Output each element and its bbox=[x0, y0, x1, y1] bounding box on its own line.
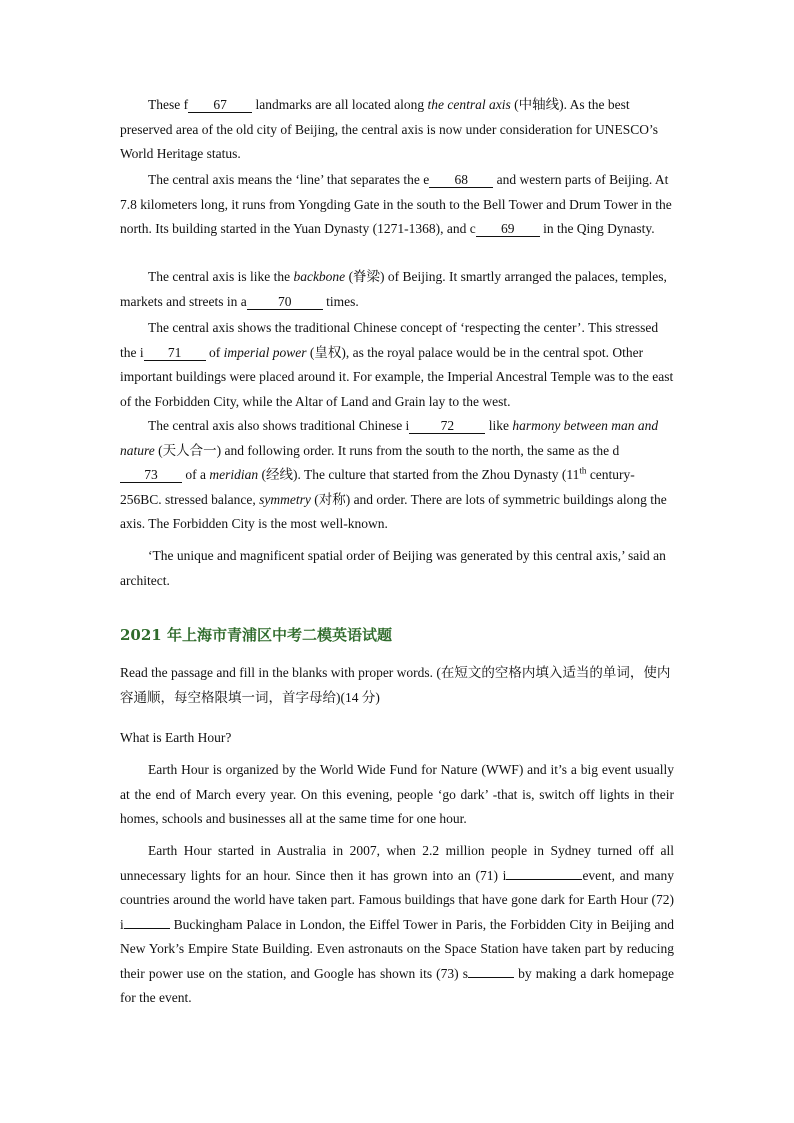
paragraph-earth-hour-intro: Earth Hour is organized by the World Wide Fund for Nature (WWF) and it’s a big event usually at the end of March every year. On this evening, people ‘go dark’ -that is, switch off lights in their homes, schools and businesses all at the same time for one hour. bbox=[120, 762, 674, 826]
italic-term: backbone bbox=[293, 269, 346, 284]
text: times. bbox=[322, 293, 359, 309]
italic-term: the central axis bbox=[427, 97, 511, 112]
text: Buckingham Palace in London, the Eiffel Tower in Paris, the Forbidden City in Beijing and New York’s Empire State Building. Even astronauts on the Space Station have taken part by reducing their power use on the station, and Google has shown its (73) s bbox=[120, 916, 674, 981]
italic-term: imperial power bbox=[223, 344, 307, 360]
blank-69[interactable]: 69 bbox=[476, 221, 540, 237]
text: (中轴线). As the best preserved area of the old city of Beijing, the central axis is now under consideration for UNESCO’s World Heritage status. bbox=[120, 97, 658, 161]
passage-title: What is Earth Hour? bbox=[120, 730, 232, 745]
text: century-256BC. stressed balance, bbox=[120, 467, 635, 507]
paragraph-landmarks bbox=[120, 93, 674, 167]
section-heading: 2021 年上海市青浦区中考二模英语试题 bbox=[120, 626, 392, 644]
text: by making a dark homepage for the event. bbox=[120, 965, 675, 1005]
text: The central axis means the ‘line’ that separates the e bbox=[148, 172, 430, 187]
text: of a bbox=[182, 467, 210, 482]
paragraph-backbone bbox=[120, 265, 674, 314]
text: of bbox=[205, 344, 224, 360]
italic-term: harmony between man and nature bbox=[120, 418, 659, 458]
text: (天人合一) and following order. It runs from the south to the north, the same as the d bbox=[154, 442, 620, 458]
text: Earth Hour started in Australia in 2007, when 2.2 million people in Sydney turned off all unnecessary lights for an hour. Since then it has grown into an (71) i bbox=[120, 843, 674, 883]
text: (对称) and order. There are lots of symmetric buildings along the axis. The Forbidden City is the most well-known. bbox=[120, 491, 667, 531]
paragraph-harmony bbox=[120, 414, 674, 537]
text: These f bbox=[148, 97, 189, 112]
paragraph-line bbox=[120, 168, 674, 242]
blank-68[interactable]: 68 bbox=[429, 172, 493, 188]
text: (脊梁) of Beijing. It smartly arranged the palaces, temples, markets and streets in a bbox=[120, 269, 667, 309]
blank-73-input[interactable] bbox=[468, 977, 514, 978]
text: like bbox=[485, 418, 513, 433]
text: The central axis also shows traditional Chinese i bbox=[148, 418, 410, 433]
blank-70[interactable]: 70 bbox=[247, 294, 323, 310]
blank-71-input[interactable] bbox=[506, 879, 582, 880]
text: (经线). The culture that started from the Zhou Dynasty (11 bbox=[258, 467, 580, 482]
text: The central axis shows the traditional Chinese concept of ‘respecting the center’. This stressed the i bbox=[120, 320, 659, 360]
text: The central axis is like the bbox=[148, 269, 294, 284]
blank-71[interactable]: 71 bbox=[144, 345, 206, 361]
text: in the Qing Dynasty. bbox=[539, 221, 655, 236]
blank-73[interactable]: 73 bbox=[120, 467, 182, 483]
paragraph-center bbox=[120, 316, 674, 414]
blank-67[interactable]: 67 bbox=[188, 97, 252, 113]
italic-term: symmetry bbox=[259, 491, 311, 507]
blank-72[interactable]: 72 bbox=[409, 418, 485, 434]
paragraph-earth-hour-history bbox=[120, 839, 674, 1011]
text: landmarks are all located along bbox=[252, 97, 428, 112]
italic-term: meridian bbox=[209, 467, 259, 482]
superscript: th bbox=[579, 465, 587, 476]
paragraph-architect bbox=[120, 544, 674, 593]
instruction-text: Read the passage and fill in the blanks with proper words. (在短文的空格内填入适当的单词，使内容通顺，每空格限填一词，首字母给)(14 分) bbox=[120, 665, 671, 705]
text: event, and many countries around the world have taken part. Famous buildings that have gone dark for Earth Hour (72) i bbox=[120, 867, 674, 932]
blank-72-input[interactable] bbox=[124, 928, 170, 929]
text: ‘The unique and magnificent spatial order of Beijing was generated by this central axis,’ said an architect. bbox=[120, 548, 666, 588]
text: (皇权), as the royal palace would be in the central spot. Other important buildings were placed around it. For example, the Imperial Ancestral Temple was to the east of the Forbidden City, while the Altar of Land and Grain lay to the west. bbox=[120, 344, 674, 409]
text: and western parts of Beijing. At 7.8 kilometers long, it runs from Yongding Gate in the south to the Bell Tower and Drum Tower in the north. Its building started in the Yuan Dynasty (1271-1368), and c bbox=[120, 172, 672, 236]
